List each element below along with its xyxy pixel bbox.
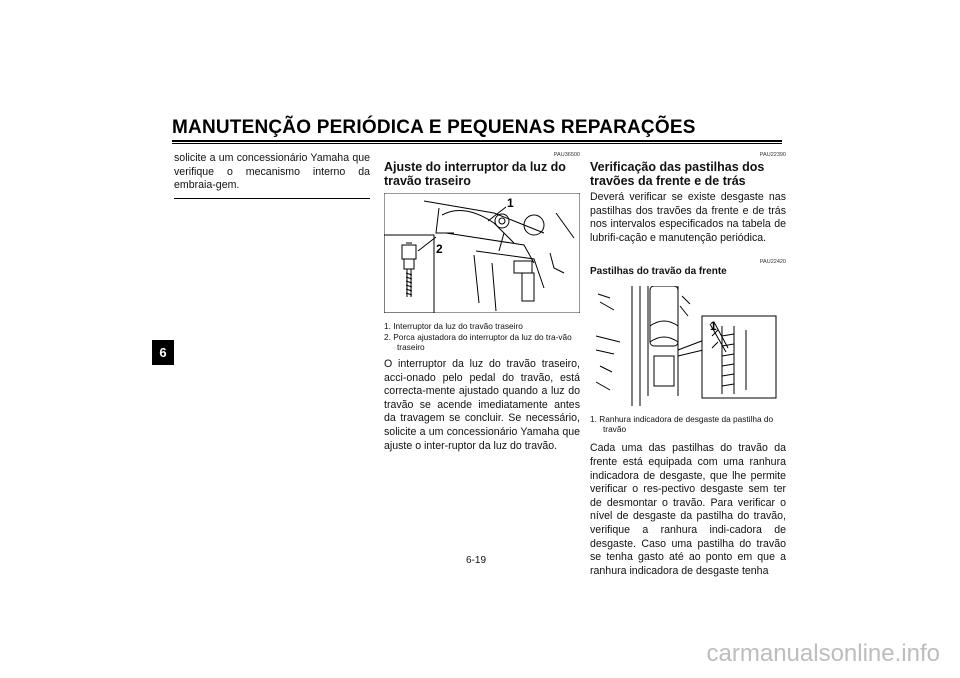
header-rule-thin <box>172 143 782 144</box>
figure-callout-1: 1 <box>710 319 717 334</box>
section-code: PAU36500 <box>553 152 580 158</box>
column-3 <box>590 152 786 578</box>
caption-item: 2. Porca ajustadora do interruptor da luz do tra-vão traseiro <box>384 332 572 352</box>
page-number: 6-19 <box>466 555 487 566</box>
section-heading-brake-light-switch: Ajuste do interruptor da luz do travão traseiro <box>384 160 566 188</box>
brake-light-switch-figure <box>384 193 580 313</box>
figure-callout-1: 1 <box>507 196 514 210</box>
figure-caption-list <box>384 321 580 352</box>
section-code: PAU22420 <box>759 259 786 266</box>
section-heading-brake-pads: Verificação das pastilhas dos travões da frente e de trás <box>590 160 765 188</box>
section-divider <box>174 198 370 199</box>
watermark: carmanualsonline.info <box>706 640 940 667</box>
subsection-heading-front-brake-pads: Pastilhas do travão da frente <box>590 266 727 278</box>
caption-item: 1. Ranhura indicadora de desgaste da pastilha do travão <box>590 414 774 435</box>
caption-item: 1. Interruptor da luz do travão traseiro <box>384 321 523 331</box>
section-code: PAU22390 <box>759 152 786 158</box>
figure-callout-2: 2 <box>436 242 443 256</box>
column-3-body: Cada uma das pastilhas do travão da frente está equipada com uma ranhura indicadora de desgaste, que lhe permite verificar o res-pectivo desgaste sem ter de desmontar o travão. Para verificar o nível de desgaste da pastilha do travão, verifique a ranhura indi-cadora de desgaste. Caso uma pastilha do travão se tenha gasto até ao ponto em que a ranhura indicadora de desgaste tenha <box>590 442 786 577</box>
column-2 <box>384 152 580 453</box>
header-rule <box>172 140 782 142</box>
front-brake-pad-figure <box>590 286 786 406</box>
column-2-body: O interruptor da luz do travão traseiro, acci-onado pelo pedal do travão, está correcta-mente ajustado quando a luz do travão se acende imediatamente antes da travagem se concluir. Se necessário, solicite a um concessionário Yamaha que ajuste o inter-ruptor da luz do travão. <box>384 358 580 452</box>
column-1-text: solicite a um concessionário Yamaha que verifique o mecanismo interno da embraia-gem. <box>174 152 370 192</box>
chapter-tab: 6 <box>152 340 174 365</box>
column-1 <box>174 152 370 199</box>
page-title: MANUTENÇÃO PERIÓDICA E PEQUENAS REPARAÇÕES <box>172 117 696 138</box>
column-3-intro: Deverá verificar se existe desgaste nas pastilhas dos travões da frente e de trás nos intervalos especificados na tabela de lubrifi-cação e manutenção periódica. <box>590 191 786 244</box>
figure-caption-list <box>590 414 786 434</box>
